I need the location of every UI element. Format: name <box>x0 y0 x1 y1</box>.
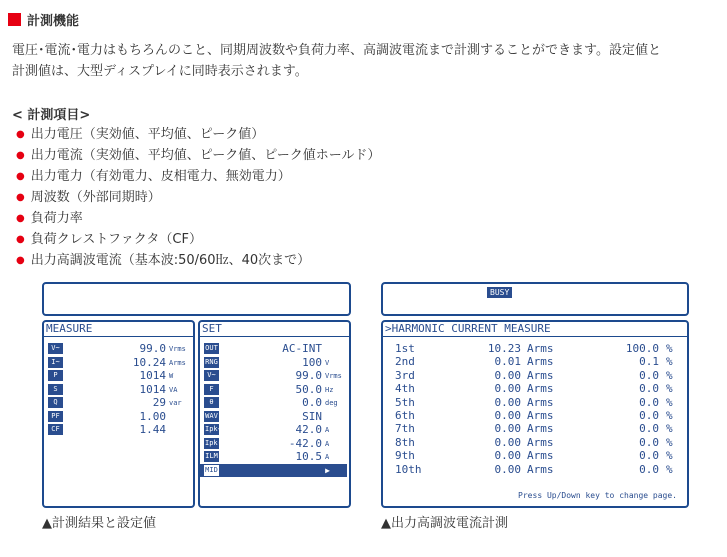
measure-row-unit: W <box>169 372 174 380</box>
set-row-value: -42.0 <box>288 436 322 450</box>
harmonic-unit: Arms <box>527 449 554 463</box>
harmonic-order: 3rd <box>395 368 415 382</box>
set-row-value: 10.5 <box>295 450 322 463</box>
set-row-value: 0.0 <box>302 396 322 409</box>
harmonic-footer: Press Up/Down key to change page. <box>518 491 677 500</box>
harmonic-percent: 0.0 <box>639 449 659 463</box>
list-item <box>16 208 380 229</box>
measure-row-label: P <box>48 370 63 381</box>
set-row-unit: Vrms <box>325 372 342 380</box>
set-row-value: 50.0 <box>295 382 322 396</box>
bullet-icon: ● <box>16 213 25 224</box>
measure-row-value: 29 <box>152 396 166 409</box>
red-square-icon <box>8 13 21 26</box>
harmonic-percent: 0.0 <box>639 395 659 409</box>
set-row <box>200 423 349 437</box>
harmonic-percent: 0.0 <box>639 422 659 436</box>
percent-sign: % <box>666 435 673 449</box>
percent-sign: % <box>666 355 673 369</box>
section-title: 計測機能 <box>27 13 80 29</box>
harmonic-value: 0.00 <box>494 395 521 409</box>
right-display-top-bar <box>381 282 689 316</box>
list-item-text: 出力電圧（実効値、平均値、ピーク値） <box>30 127 265 142</box>
measure-row-value: 1.00 <box>139 409 166 423</box>
measure-row <box>44 396 193 410</box>
harmonic-order: 7th <box>395 422 415 436</box>
set-row-value: 42.0 <box>295 423 322 436</box>
list-item-text: 出力電流（実効値、平均値、ピーク値、ピーク値ホールド） <box>30 148 381 163</box>
set-row <box>200 369 349 383</box>
set-row <box>200 383 349 397</box>
harmonic-order: 5th <box>395 395 415 409</box>
harmonic-order: 4th <box>395 382 415 396</box>
harmonic-unit: Arms <box>527 395 554 409</box>
list-item <box>16 124 380 145</box>
measure-row <box>44 410 193 424</box>
measure-row <box>44 383 193 397</box>
list-item-text: 負荷クレストファクタ（CF） <box>30 232 202 247</box>
measure-row-value: 10.24 <box>132 355 166 369</box>
percent-sign: % <box>666 408 673 422</box>
description <box>12 40 727 82</box>
percent-sign: % <box>666 342 673 355</box>
set-row-label: Ipk+ <box>205 425 222 433</box>
harmonic-unit: Arms <box>527 355 554 369</box>
harmonic-row <box>383 449 687 462</box>
measurement-items-list <box>16 124 380 271</box>
set-row-unit: A <box>325 453 330 461</box>
set-row-highlighted <box>200 464 347 478</box>
set-row-value: SIN <box>302 409 322 423</box>
bullet-icon: ● <box>16 255 25 266</box>
harmonic-row <box>383 409 687 422</box>
list-item-text: 周波数（外部同期時） <box>30 190 161 205</box>
measure-panel <box>42 320 195 508</box>
harmonic-percent: 0.1 <box>639 355 659 369</box>
bullet-icon: ● <box>16 150 25 161</box>
harmonic-rows <box>383 337 687 476</box>
set-row-label: RNG <box>205 357 218 366</box>
percent-sign: % <box>666 382 673 396</box>
set-row-label: Ipk- <box>205 438 222 447</box>
set-row-label: MID <box>205 465 218 474</box>
percent-sign: % <box>666 449 673 463</box>
measure-row-unit: Arms <box>169 358 186 367</box>
section-heading <box>8 10 79 28</box>
set-row-label: OUT <box>205 344 218 352</box>
harmonic-row <box>383 436 687 449</box>
harmonic-unit: Arms <box>527 342 554 355</box>
harmonic-order: 8th <box>395 435 415 449</box>
harmonic-percent: 0.0 <box>639 408 659 422</box>
harmonic-value: 0.00 <box>494 435 521 449</box>
percent-sign: % <box>666 422 673 436</box>
harmonic-percent: 0.0 <box>639 382 659 396</box>
arrow-right-icon: ▶ <box>325 465 330 475</box>
percent-sign: % <box>666 395 673 409</box>
harmonic-panel-title: >HARMONIC CURRENT MEASURE <box>383 322 687 337</box>
harmonic-row <box>383 342 687 355</box>
harmonic-value: 0.01 <box>494 355 521 369</box>
set-row-unit: Hz <box>325 385 334 394</box>
measure-row-label: CF <box>48 424 63 435</box>
set-row-label: F <box>204 384 219 395</box>
harmonic-unit: Arms <box>527 368 554 382</box>
set-panel-title: SET <box>200 322 349 337</box>
harmonic-unit: Arms <box>527 422 554 436</box>
measure-row-unit: Vrms <box>169 345 186 353</box>
set-rows <box>200 337 349 477</box>
measure-row <box>44 356 193 370</box>
set-row-unit: A <box>325 426 330 434</box>
left-display-top-bar <box>42 282 351 316</box>
measure-row-label: Q <box>48 397 63 408</box>
set-row <box>200 356 349 370</box>
measure-row <box>44 423 193 437</box>
harmonic-percent: 0.0 <box>639 368 659 382</box>
harmonic-value: 0.00 <box>494 449 521 463</box>
list-item <box>16 250 380 271</box>
measure-row-unit: var <box>169 399 182 407</box>
description-line: 電圧･電流･電力はもちろんのこと、同期周波数や負荷力率、高調波電流まで計測することができます。設定値と <box>12 43 661 58</box>
measure-row <box>44 369 193 383</box>
measure-row-value: 1014 <box>139 382 166 396</box>
bullet-icon: ● <box>16 192 25 203</box>
harmonic-row <box>383 369 687 382</box>
harmonic-unit: Arms <box>527 408 554 422</box>
bullet-icon: ● <box>16 129 25 140</box>
measure-row-label: PF <box>48 411 63 422</box>
harmonic-percent: 0.0 <box>639 435 659 449</box>
set-row-value: 100 <box>302 355 322 369</box>
list-item <box>16 166 380 187</box>
harmonic-order: 10th <box>395 462 422 476</box>
set-row-label: θ <box>204 397 219 408</box>
list-item <box>16 187 380 208</box>
measure-row-label: I~ <box>48 357 63 368</box>
description-line: 計測値は、大型ディスプレイに同時表示されます。 <box>12 64 308 79</box>
harmonic-value: 0.00 <box>494 462 521 476</box>
harmonic-row <box>383 396 687 409</box>
measure-row-label: V~ <box>48 343 63 354</box>
bullet-icon: ● <box>16 171 25 182</box>
percent-sign: % <box>666 462 673 476</box>
list-item-text: 出力電力（有効電力、皮相電力、無効電力） <box>30 169 291 184</box>
set-row-label: WAV <box>205 411 218 420</box>
right-display-caption: ▲出力高調波電流計測 <box>381 516 508 531</box>
harmonic-value: 0.00 <box>494 408 521 422</box>
harmonic-unit: Arms <box>527 435 554 449</box>
measure-row-value: 99.0 <box>139 342 166 355</box>
harmonic-value: 10.23 <box>487 342 521 355</box>
set-row-unit: deg <box>325 399 338 407</box>
set-row <box>200 342 349 356</box>
harmonic-row <box>383 463 687 476</box>
measure-row-value: 1.44 <box>139 423 166 436</box>
measure-row-label: S <box>48 384 63 395</box>
harmonic-value: 0.00 <box>494 382 521 396</box>
harmonic-unit: Arms <box>527 382 554 396</box>
set-row-value: 99.0 <box>295 369 322 382</box>
measure-rows <box>44 337 193 437</box>
list-item <box>16 145 380 166</box>
measure-row-value: 1014 <box>139 369 166 382</box>
set-row-label: ILM <box>205 452 218 460</box>
set-panel <box>198 320 351 508</box>
bullet-icon: ● <box>16 234 25 245</box>
harmonic-row <box>383 422 687 435</box>
harmonic-order: 2nd <box>395 355 415 369</box>
harmonic-row <box>383 355 687 368</box>
harmonic-order: 6th <box>395 408 415 422</box>
measure-row <box>44 342 193 356</box>
harmonic-row <box>383 382 687 395</box>
set-row-value: AC-INT <box>282 342 322 355</box>
set-row <box>200 450 349 464</box>
set-row-unit: A <box>325 439 330 448</box>
set-row <box>200 410 349 424</box>
busy-indicator: BUSY <box>487 287 512 298</box>
harmonic-percent: 0.0 <box>639 462 659 476</box>
percent-sign: % <box>666 368 673 382</box>
list-item-text: 出力高調波電流（基本波:50/60㎐、40次まで） <box>30 253 311 268</box>
harmonic-unit: Arms <box>527 462 554 476</box>
list-item-text: 負荷力率 <box>30 211 83 226</box>
harmonic-panel <box>381 320 689 508</box>
measure-panel-title: MEASURE <box>44 322 193 337</box>
left-display-caption: ▲計測結果と設定値 <box>42 516 156 531</box>
measure-row-unit: VA <box>169 385 178 394</box>
harmonic-value: 0.00 <box>494 368 521 382</box>
set-row-unit: V <box>325 358 330 367</box>
harmonic-percent: 100.0 <box>625 342 659 355</box>
measurement-items-heading: < 計測項目> <box>12 108 91 123</box>
list-item <box>16 229 380 250</box>
set-row-label: V~ <box>204 370 219 381</box>
set-row <box>200 396 349 410</box>
harmonic-order: 9th <box>395 449 415 463</box>
harmonic-value: 0.00 <box>494 422 521 436</box>
set-row <box>200 437 349 451</box>
harmonic-order: 1st <box>395 342 415 355</box>
